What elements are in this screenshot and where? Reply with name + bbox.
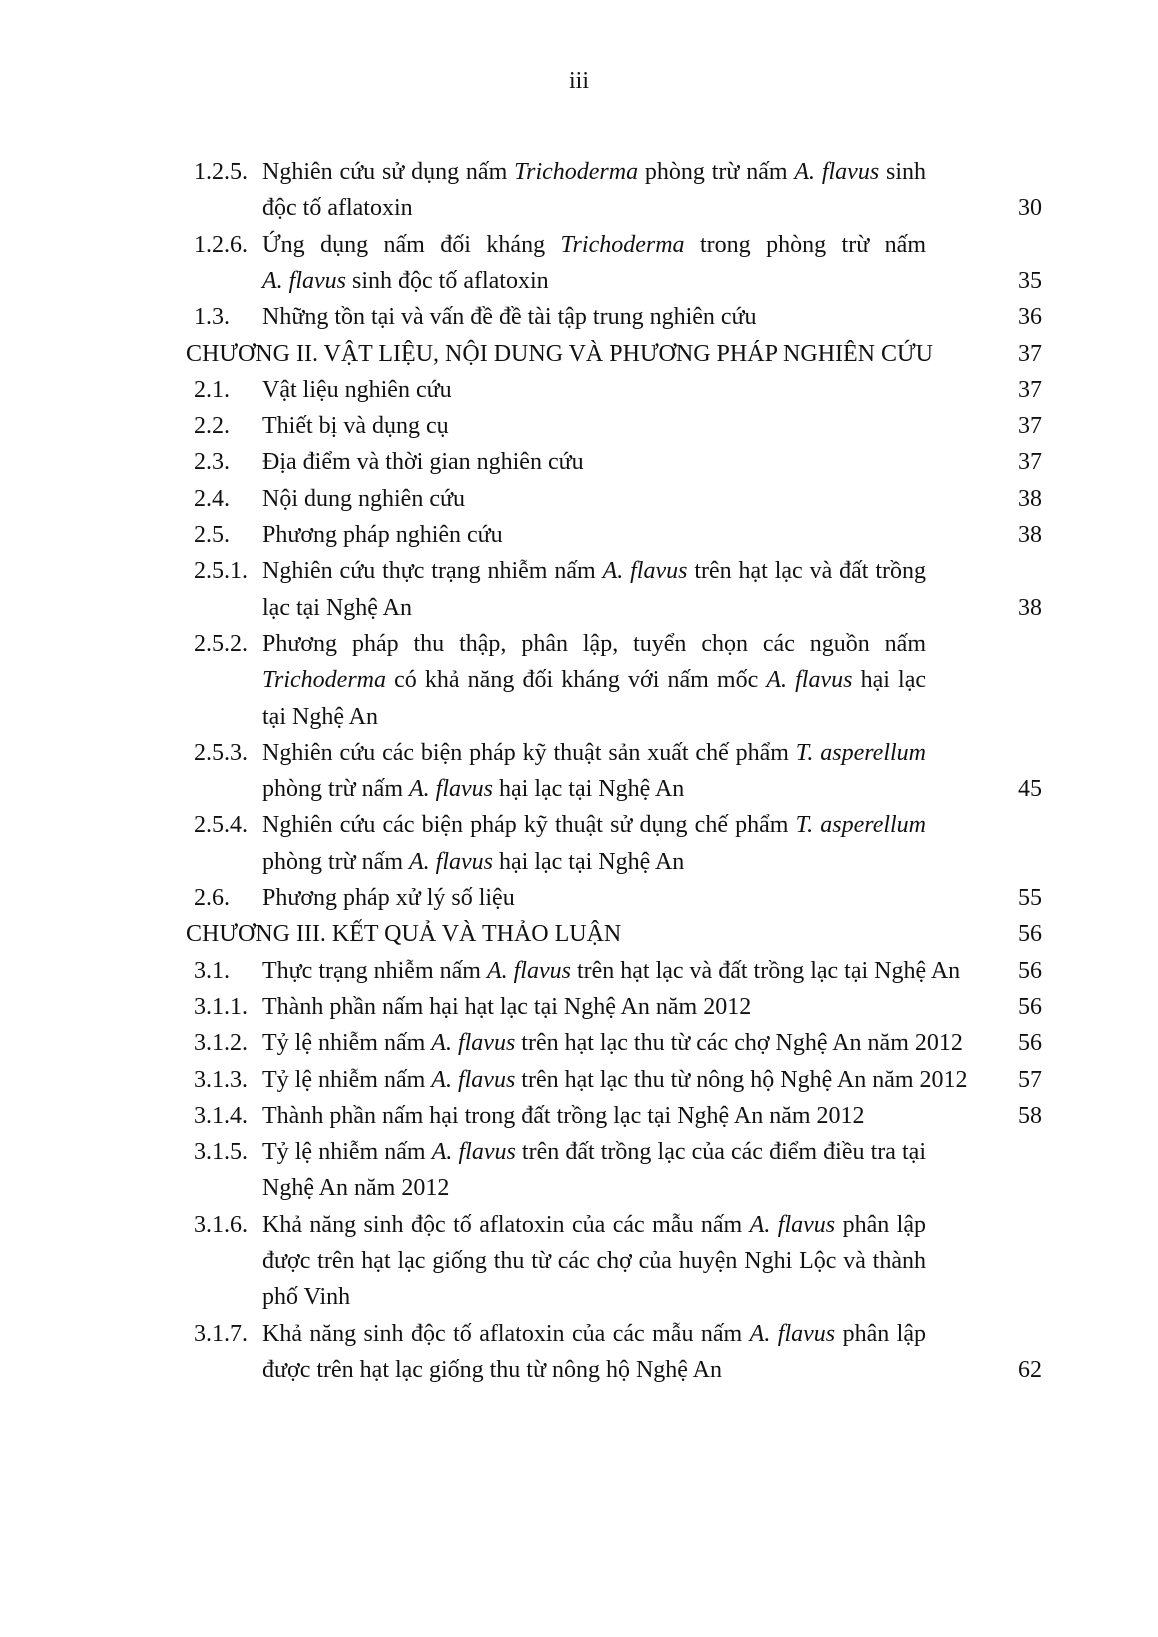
toc-entry-text: Tỷ lệ nhiễm nấm (262, 1066, 432, 1093)
page-number: iii (568, 68, 589, 94)
toc-entry-line (262, 593, 412, 623)
toc-entry-line (262, 1173, 449, 1203)
toc-entry-number: 2.5.4. (194, 812, 248, 839)
toc-entry-italic-term: Trichoderma (514, 159, 639, 185)
toc-entry-number: 2.2. (194, 413, 230, 440)
toc-page-number: 56 (1018, 993, 1042, 1020)
toc-entry-line (262, 302, 757, 332)
toc-entry-number: 3.1.6. (194, 1211, 248, 1238)
toc-entry-number: 3.1.1. (194, 993, 248, 1020)
toc-page-number: 36 (1018, 304, 1042, 331)
toc-entry-text: CHƯƠNG III. KẾT QUẢ VÀ THẢO LUẬN (186, 921, 622, 948)
toc-entry-text: Nội dung nghiên cứu (262, 485, 465, 512)
toc-page-number: 37 (1018, 449, 1042, 476)
toc-entry-text: trên hạt lạc thu từ các chợ Nghệ An năm 2012 (515, 1030, 963, 1057)
toc-entry-number: 3.1.4. (194, 1102, 248, 1129)
toc-entry-italic-term: A. flavus (262, 267, 346, 294)
toc-entry-text: phòng trừ nấm (638, 159, 795, 185)
toc-entry-italic-term: A. flavus (431, 1139, 516, 1166)
toc-entry-line (262, 774, 684, 804)
toc-entry-text: trên hạt lạc và đất trồng lạc tại Nghệ An (570, 957, 961, 984)
toc-page-number: 56 (1018, 1030, 1042, 1057)
toc-page-number: 30 (1018, 195, 1042, 222)
toc-entry-number: 2.5.3. (194, 739, 248, 766)
toc-entry-line (262, 556, 926, 586)
toc-entry-italic-term: A. flavus (766, 667, 853, 694)
toc-page-number: 38 (1018, 485, 1042, 512)
toc-entry-number: 2.5.1. (194, 558, 248, 585)
toc-entry-text: Thực trạng nhiễm nấm (262, 957, 487, 984)
toc-entry-number: 3.1.7. (194, 1320, 248, 1347)
toc-entry-number: 2.5.2. (194, 630, 248, 657)
toc-entry-text: Nghiên cứu các biện pháp kỹ thuật sử dụng chế phẩm (262, 812, 796, 839)
toc-entry-line (262, 1137, 926, 1167)
toc-entry-italic-term: T. asperellum (795, 812, 927, 839)
toc-entry-line (262, 1246, 926, 1276)
toc-page-number: 55 (1018, 885, 1042, 911)
toc-entry-number: 3.1. (194, 957, 230, 984)
toc-entry-line (262, 1282, 350, 1312)
toc-entry-line (262, 1319, 926, 1349)
toc-entry-text: Ứng dụng nấm đối kháng (262, 231, 561, 258)
toc-entry-text: có khả năng đối kháng với nấm mốc (386, 667, 767, 694)
toc-entry-number: 3.1.3. (194, 1066, 248, 1093)
toc-entry-line (262, 992, 751, 1022)
toc-entry-line (262, 629, 926, 659)
toc-entry-line (262, 810, 926, 840)
toc-page-number: 37 (1018, 413, 1042, 440)
toc-entry-text: Nghiên cứu sử dụng nấm (262, 159, 515, 185)
toc-entry-line (262, 520, 503, 550)
toc-entry-number: 1.3. (194, 304, 230, 331)
toc-chapter-heading (186, 919, 621, 949)
toc-entry-text: Nghiên cứu các biện pháp kỹ thuật sản xuất chế phẩm (262, 739, 796, 766)
toc-entry-text: sinh (879, 159, 926, 185)
toc-entry-text: Nghệ An năm 2012 (262, 1175, 450, 1202)
toc-page-number: 38 (1018, 594, 1042, 621)
toc-entry-text: Những tồn tại và vấn đề đề tài tập trung nghiên cứu (262, 304, 757, 331)
toc-page-number: 56 (1018, 957, 1042, 984)
toc-entry-italic-term: A. flavus (602, 558, 688, 585)
toc-page-number: 57 (1018, 1066, 1042, 1093)
toc-entry-italic-term: A. flavus (431, 1066, 516, 1093)
toc-entry-text: độc tố aflatoxin (262, 195, 413, 222)
toc-entry-text: Phương pháp nghiên cứu (262, 522, 503, 548)
toc-entry-text: Nghiên cứu thực trạng nhiễm nấm (262, 558, 603, 585)
toc-page-number: 58 (1018, 1102, 1042, 1129)
toc-entry-line (262, 847, 684, 877)
toc-entry-number: 2.6. (194, 885, 230, 911)
toc-entry-italic-term: A. flavus (409, 848, 493, 875)
toc-entry-number: 2.3. (194, 449, 230, 476)
toc-entry-text: Địa điểm và thời gian nghiên cứu (262, 449, 584, 476)
toc-entry-text: sinh độc tố aflatoxin (346, 267, 549, 294)
toc-entry-text: trên đất trồng lạc của các điểm điều tra tại (515, 1139, 926, 1166)
toc-entry-line (262, 266, 549, 296)
toc-chapter-heading (186, 339, 933, 369)
toc-entry-line (262, 411, 449, 441)
toc-entry-italic-term: Trichoderma (262, 667, 387, 694)
toc-entry-italic-term: A. flavus (486, 957, 571, 984)
toc-entry-text: hại lạc tại Nghệ An (493, 848, 685, 875)
toc-entry-text: Khả năng sinh độc tố aflatoxin của các mẫu nấm (262, 1320, 750, 1347)
toc-entry-italic-term: A. flavus (794, 159, 880, 185)
toc-entry-text: phân lập (835, 1320, 926, 1347)
toc-entry-line (262, 956, 960, 986)
toc-page-number: 45 (1018, 776, 1042, 803)
toc-entry-italic-term: A. flavus (431, 1030, 516, 1057)
toc-entry-text: Phương pháp xử lý số liệu (262, 885, 515, 911)
toc-entry-text: trên hạt lạc thu từ nông hộ Nghệ An năm 2012 (515, 1066, 968, 1093)
toc-entry-line (262, 1210, 926, 1240)
toc-entry-text: hại lạc (852, 667, 926, 694)
toc-entry-text: được trên hạt lạc giống thu từ nông hộ Nghệ An (262, 1356, 722, 1383)
toc-entry-number: 1.2.5. (194, 159, 248, 185)
toc-page-number: 37 (1018, 340, 1042, 367)
toc-entry-text: Phương pháp thu thập, phân lập, tuyển chọn các nguồn nấm (262, 630, 926, 657)
toc-entry-line (262, 193, 413, 223)
toc-entry-text: hại lạc tại Nghệ An (493, 776, 685, 803)
toc-entry-text: Tỷ lệ nhiễm nấm (262, 1139, 432, 1166)
toc-entry-text: phân lập (835, 1211, 926, 1238)
toc-entry-italic-term: Trichoderma (560, 231, 685, 258)
toc-entry-line (262, 1065, 968, 1095)
toc-page-number: 37 (1018, 376, 1042, 403)
toc-entry-line (262, 1355, 722, 1385)
toc-entry-number: 3.1.5. (194, 1139, 248, 1166)
toc-entry-text: phòng trừ nấm (262, 848, 409, 875)
toc-page-number: 62 (1018, 1356, 1042, 1383)
toc-entry-text: Thành phần nấm hại trong đất trồng lạc tại Nghệ An năm 2012 (262, 1102, 865, 1129)
toc-entry-text: lạc tại Nghệ An (262, 594, 412, 621)
toc-page-number: 38 (1018, 522, 1042, 548)
toc-entry-line (262, 157, 926, 187)
toc-entry-italic-term: A. flavus (409, 776, 493, 803)
toc-entry-number: 1.2.6. (194, 231, 248, 258)
toc-entry-text: trên hạt lạc và đất trồng (687, 558, 926, 585)
toc-entry-number: 3.1.2. (194, 1030, 248, 1057)
toc-entry-text: phòng trừ nấm (262, 776, 409, 803)
toc-entry-italic-term: A. flavus (749, 1211, 836, 1238)
toc-entry-text: Khả năng sinh độc tố aflatoxin của các mẫu nấm (262, 1211, 750, 1238)
toc-entry-line (262, 1028, 963, 1058)
toc-page-number: 35 (1018, 267, 1042, 294)
toc-entry-text: CHƯƠNG II. VẬT LIỆU, NỘI DUNG VÀ PHƯƠNG PHÁP NGHIÊN CỨU (186, 340, 933, 367)
toc-entry-text: Thành phần nấm hại hạt lạc tại Nghệ An năm 2012 (262, 993, 752, 1020)
toc-entry-line (262, 447, 584, 477)
toc-entry-line (262, 375, 452, 405)
toc-entry-text: trong phòng trừ nấm (684, 231, 927, 258)
toc-entry-number: 2.5. (194, 522, 230, 548)
toc-entry-text: tại Nghệ An (262, 703, 378, 730)
toc-entry-number: 2.4. (194, 485, 230, 512)
toc-entry-text: phố Vinh (262, 1284, 351, 1311)
toc-entry-italic-term: A. flavus (749, 1320, 836, 1347)
toc-entry-text: Vật liệu nghiên cứu (262, 376, 452, 403)
toc-entry-line (262, 1101, 865, 1131)
toc-entry-text: được trên hạt lạc giống thu từ các chợ của huyện Nghi Lộc và thành (262, 1248, 926, 1274)
toc-entry-line (262, 702, 378, 732)
toc-entry-italic-term: T. asperellum (795, 739, 926, 766)
toc-page-number: 56 (1018, 921, 1042, 948)
toc-entry-line (262, 883, 515, 913)
toc-entry-text: Tỷ lệ nhiễm nấm (262, 1030, 432, 1057)
toc-entry-line (262, 230, 926, 260)
toc-entry-text: Thiết bị và dụng cụ (262, 413, 449, 440)
toc-entry-number: 2.1. (194, 376, 230, 403)
toc-entry-line (262, 484, 465, 514)
toc-entry-line (262, 665, 926, 695)
toc-entry-line (262, 738, 926, 768)
